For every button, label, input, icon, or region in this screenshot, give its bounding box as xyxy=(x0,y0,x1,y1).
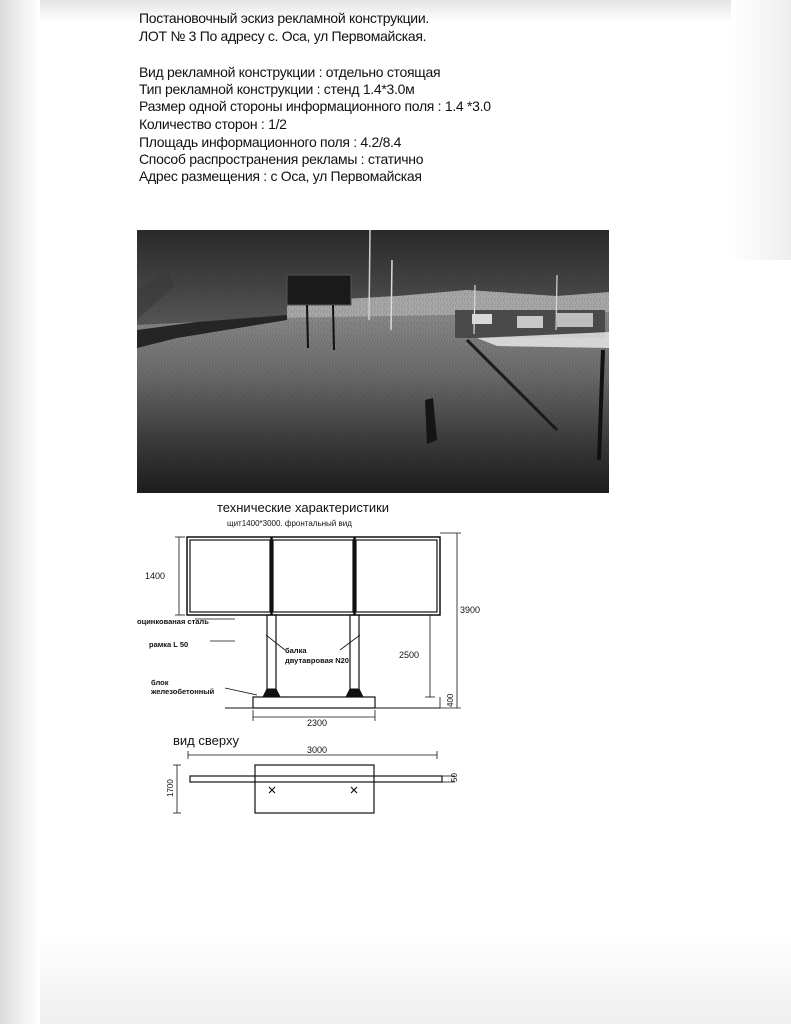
label-beam-line-2: двутавровая N20 xyxy=(285,656,349,665)
label-frame: рамка L 50 xyxy=(149,640,189,649)
dim-top-depth: 1700 xyxy=(166,779,175,797)
dim-base-height: 400 xyxy=(446,693,455,707)
site-photo xyxy=(137,230,609,493)
spec-construction-type: Тип рекламной конструкции : стенд 1.4*3.0м xyxy=(139,81,415,97)
spec-side-size: Размер одной стороны информационного поля : 1.4 *3.0 xyxy=(139,98,491,114)
label-block-line-2: железобетонный xyxy=(151,687,215,696)
spec-sides-count: Количество сторон : 1/2 xyxy=(139,116,287,132)
label-steel: оцинкованая сталь xyxy=(137,617,209,626)
spec-field-area: Площадь информационного поля : 4.2/8.4 xyxy=(139,134,402,150)
dim-top-width: 3000 xyxy=(307,745,328,755)
document-title-line-1: Постановочный эскиз рекламной конструкции. xyxy=(139,10,429,26)
top-view-heading: вид сверху xyxy=(173,733,239,748)
scan-left-edge xyxy=(0,0,40,1024)
billboard-top-view xyxy=(173,751,455,813)
dim-panel-height: 1400 xyxy=(145,571,166,581)
scan-bottom-shade xyxy=(40,934,791,1024)
dim-total-height: 3900 xyxy=(460,605,481,615)
billboard-front-view xyxy=(187,537,440,708)
tech-specs-heading: технические характеристики xyxy=(217,500,390,515)
dim-post-height: 2500 xyxy=(399,650,420,660)
spec-distribution-method: Способ распространения рекламы : статично xyxy=(139,151,424,167)
dimension-lines xyxy=(175,533,461,721)
document-title-line-2: ЛОТ № 3 По адресу с. Оса, ул Первомайская. xyxy=(139,28,427,44)
dim-base-width: 2300 xyxy=(307,718,328,728)
label-block-line-1: блок xyxy=(151,678,169,687)
spec-construction-kind: Вид рекламной конструкции : отдельно стоящая xyxy=(139,64,441,80)
label-beam-line-1: балка xyxy=(285,646,307,655)
technical-drawing xyxy=(135,495,481,825)
scan-right-shade xyxy=(731,0,791,260)
front-view-caption: щит1400*3000. фронтальный вид xyxy=(227,519,352,528)
spec-address: Адрес размещения : с Оса, ул Первомайская xyxy=(139,168,422,184)
dim-top-thickness: 50 xyxy=(450,773,459,782)
